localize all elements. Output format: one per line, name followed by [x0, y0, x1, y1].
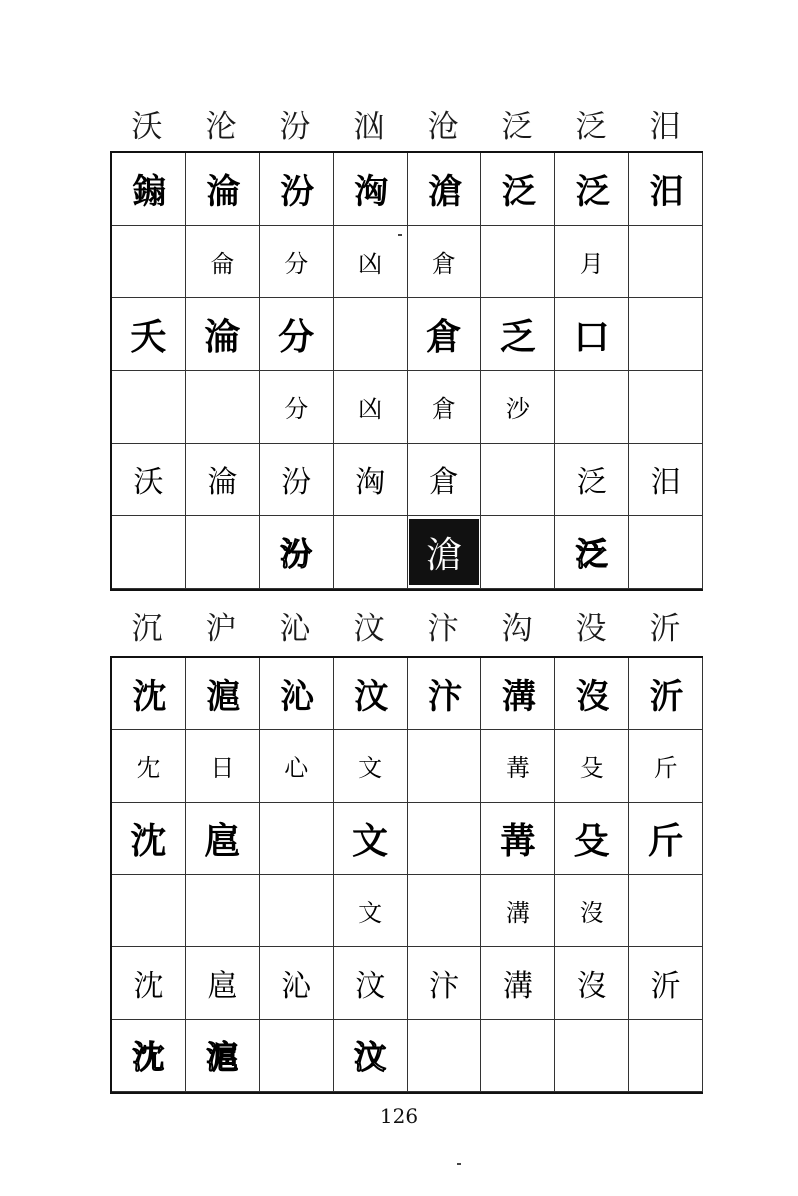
glyph-cell — [260, 803, 334, 875]
glyph-cell — [334, 875, 408, 947]
glyph: 淪 — [206, 172, 239, 213]
glyph-cell — [629, 153, 703, 226]
glyph-cell — [481, 803, 555, 875]
glyph: 分 — [284, 395, 309, 424]
glyph: 沁 — [280, 677, 313, 718]
glyph-cell — [112, 298, 186, 371]
scan-speck — [457, 1163, 461, 1165]
glyph-cell — [260, 226, 334, 299]
glyph-cell — [334, 1020, 408, 1092]
glyph-cell — [408, 875, 482, 947]
glyph-cell — [112, 153, 186, 226]
glyph-cell — [334, 444, 408, 517]
glyph-cell — [481, 947, 555, 1019]
glyph: 汶 — [354, 677, 387, 718]
table-2-header-char: 汴 — [427, 611, 459, 647]
table-1-header-char: 汹 — [353, 109, 385, 145]
glyph: 冓 — [505, 754, 530, 783]
glyph: 汾 — [281, 465, 312, 501]
glyph-cell — [555, 1020, 629, 1092]
glyph: 月 — [579, 249, 604, 278]
glyph-cell — [334, 803, 408, 875]
glyph-cell — [408, 730, 482, 802]
glyph-cell — [186, 947, 260, 1019]
glyph: 乏 — [499, 316, 536, 358]
glyph-cell — [260, 875, 334, 947]
glyph-cell — [186, 444, 260, 517]
glyph-cell — [186, 516, 260, 589]
table-2-header-char: 沁 — [279, 611, 311, 647]
table-2-header-row — [110, 606, 702, 652]
glyph-cell — [112, 730, 186, 802]
glyph: 沂 — [650, 968, 681, 1004]
glyph-cell — [629, 444, 703, 517]
glyph: 扈 — [207, 968, 238, 1004]
glyph-cell — [555, 875, 629, 947]
glyph-cell — [481, 875, 555, 947]
glyph-cell — [481, 516, 555, 589]
glyph-cell — [629, 516, 703, 589]
glyph-cell — [629, 947, 703, 1019]
glyph: 汶 — [355, 968, 386, 1004]
table-1-header-char: 沃 — [131, 109, 163, 145]
glyph-cell — [555, 444, 629, 517]
glyph-cell — [112, 658, 186, 730]
glyph-cell — [186, 730, 260, 802]
glyph: 滄 — [409, 519, 479, 585]
glyph-cell — [112, 371, 186, 444]
glyph-cell — [186, 1020, 260, 1092]
glyph: 泛 — [575, 172, 608, 213]
glyph-cell — [629, 371, 703, 444]
glyph-cell — [481, 658, 555, 730]
glyph: 沈 — [132, 677, 165, 718]
glyph-cell — [408, 947, 482, 1019]
glyph: 文 — [358, 899, 383, 928]
glyph-cell — [408, 371, 482, 444]
table-1-header-char: 汾 — [279, 109, 311, 145]
glyph: 沈 — [130, 820, 167, 862]
table-2-header-char: 没 — [575, 611, 607, 647]
glyph-cell — [260, 947, 334, 1019]
glyph-cell — [260, 444, 334, 517]
glyph: 冘 — [136, 754, 161, 783]
glyph-cell — [481, 1020, 555, 1092]
glyph: 倉 — [428, 465, 459, 501]
glyph: 汾 — [280, 172, 313, 213]
glyph: 沒 — [575, 677, 608, 718]
table-1-header-row — [110, 104, 702, 150]
glyph: 分 — [284, 249, 309, 278]
glyph: 泛 — [576, 465, 607, 501]
table-1-header-char: 沦 — [205, 109, 237, 145]
glyph: 殳 — [579, 754, 604, 783]
glyph: 沒 — [576, 968, 607, 1004]
glyph: 淪 — [204, 316, 241, 358]
glyph: 倉 — [431, 249, 456, 278]
glyph-cell — [186, 298, 260, 371]
glyph: 汾 — [280, 535, 313, 574]
glyph: 凶 — [358, 249, 383, 278]
glyph-cell — [112, 1020, 186, 1092]
glyph-cell — [555, 226, 629, 299]
glyph-cell — [555, 298, 629, 371]
glyph-cell — [481, 226, 555, 299]
glyph-cell — [408, 803, 482, 875]
glyph-cell — [334, 516, 408, 589]
glyph-cell — [629, 298, 703, 371]
glyph-cell — [408, 298, 482, 371]
glyph-cell — [555, 371, 629, 444]
glyph-cell — [186, 226, 260, 299]
glyph: 倉 — [425, 316, 462, 358]
glyph-cell — [481, 444, 555, 517]
glyph-cell — [334, 947, 408, 1019]
glyph: 汴 — [428, 968, 459, 1004]
glyph-cell — [334, 730, 408, 802]
glyph-cell — [408, 444, 482, 517]
table-2-header-char: 沂 — [649, 611, 681, 647]
glyph: 汶 — [354, 1038, 387, 1077]
glyph-cell — [186, 658, 260, 730]
glyph: 滬 — [206, 677, 239, 718]
glyph: 沈 — [132, 1038, 165, 1077]
glyph: 侖 — [210, 249, 235, 278]
glyph: 斤 — [653, 754, 678, 783]
glyph-cell — [260, 730, 334, 802]
glyph-cell — [260, 1020, 334, 1092]
glyph-cell — [408, 516, 482, 589]
table-2-header-char: 沟 — [501, 611, 533, 647]
table-1-header-char: 沧 — [427, 109, 459, 145]
glyph-cell — [555, 947, 629, 1019]
glyph-cell — [186, 153, 260, 226]
glyph-cell — [555, 730, 629, 802]
glyph-cell — [260, 298, 334, 371]
glyph: 斤 — [647, 820, 684, 862]
glyph-cell — [186, 803, 260, 875]
glyph: 沒 — [579, 899, 604, 928]
glyph: 倉 — [431, 395, 456, 424]
table-2-grid — [110, 656, 703, 1094]
glyph: 洶 — [355, 465, 386, 501]
glyph-cell — [629, 1020, 703, 1092]
page-number: 126 — [379, 1104, 419, 1128]
glyph-cell — [260, 153, 334, 226]
glyph: 洶 — [354, 172, 387, 213]
glyph-cell — [555, 516, 629, 589]
glyph: 汨 — [650, 465, 681, 501]
glyph-cell — [112, 444, 186, 517]
glyph: 泛 — [501, 172, 534, 213]
glyph: 夭 — [130, 316, 167, 358]
glyph-cell — [334, 658, 408, 730]
glyph: 滄 — [427, 172, 460, 213]
glyph-cell — [629, 226, 703, 299]
glyph: 殳 — [573, 820, 610, 862]
glyph-cell — [555, 803, 629, 875]
glyph-cell — [260, 658, 334, 730]
glyph: 文 — [358, 754, 383, 783]
table-1-header-char: 泛 — [501, 109, 533, 145]
glyph-cell — [260, 516, 334, 589]
glyph-cell — [112, 516, 186, 589]
glyph: 滬 — [206, 1038, 239, 1077]
glyph: 汴 — [427, 677, 460, 718]
glyph: 溝 — [502, 968, 533, 1004]
glyph-cell — [481, 298, 555, 371]
glyph-cell — [334, 153, 408, 226]
glyph-cell — [112, 875, 186, 947]
glyph-cell — [629, 875, 703, 947]
glyph: 分 — [278, 316, 315, 358]
glyph-cell — [408, 226, 482, 299]
glyph: 日 — [210, 754, 235, 783]
glyph-cell — [334, 371, 408, 444]
glyph-cell — [629, 803, 703, 875]
glyph-cell — [408, 1020, 482, 1092]
glyph-cell — [481, 153, 555, 226]
glyph: 淪 — [207, 465, 238, 501]
glyph: 汨 — [649, 172, 682, 213]
table-1-grid — [110, 151, 703, 591]
scan-speck — [398, 234, 402, 236]
glyph: 文 — [352, 820, 389, 862]
glyph: 冓 — [499, 820, 536, 862]
glyph: 溝 — [501, 677, 534, 718]
glyph: 凶 — [358, 395, 383, 424]
glyph-cell — [408, 658, 482, 730]
glyph: 沃 — [133, 465, 164, 501]
glyph-cell — [186, 875, 260, 947]
glyph: 沂 — [649, 677, 682, 718]
glyph-cell — [112, 803, 186, 875]
glyph-cell — [481, 371, 555, 444]
glyph-cell — [408, 153, 482, 226]
glyph-cell — [260, 371, 334, 444]
table-1-header-char: 泛 — [575, 109, 607, 145]
table-2-header-char: 汶 — [353, 611, 385, 647]
glyph: 心 — [284, 754, 309, 783]
glyph-cell — [334, 226, 408, 299]
glyph: 沈 — [133, 968, 164, 1004]
glyph-cell — [481, 730, 555, 802]
glyph-cell — [555, 153, 629, 226]
glyph-cell — [112, 947, 186, 1019]
table-1-header-char: 汨 — [649, 109, 681, 145]
glyph-cell — [629, 730, 703, 802]
glyph-cell — [629, 658, 703, 730]
table-2-header-char: 沉 — [131, 611, 163, 647]
glyph-cell — [555, 658, 629, 730]
glyph: 泛 — [575, 535, 608, 574]
glyph-cell — [112, 226, 186, 299]
glyph: 扈 — [204, 820, 241, 862]
glyph: 䥇 — [132, 172, 165, 213]
glyph: 沁 — [281, 968, 312, 1004]
glyph-cell — [334, 298, 408, 371]
glyph-cell — [186, 371, 260, 444]
glyph: 口 — [573, 316, 610, 358]
glyph: 沙 — [505, 395, 530, 424]
table-2-header-char: 沪 — [205, 611, 237, 647]
glyph: 溝 — [505, 899, 530, 928]
